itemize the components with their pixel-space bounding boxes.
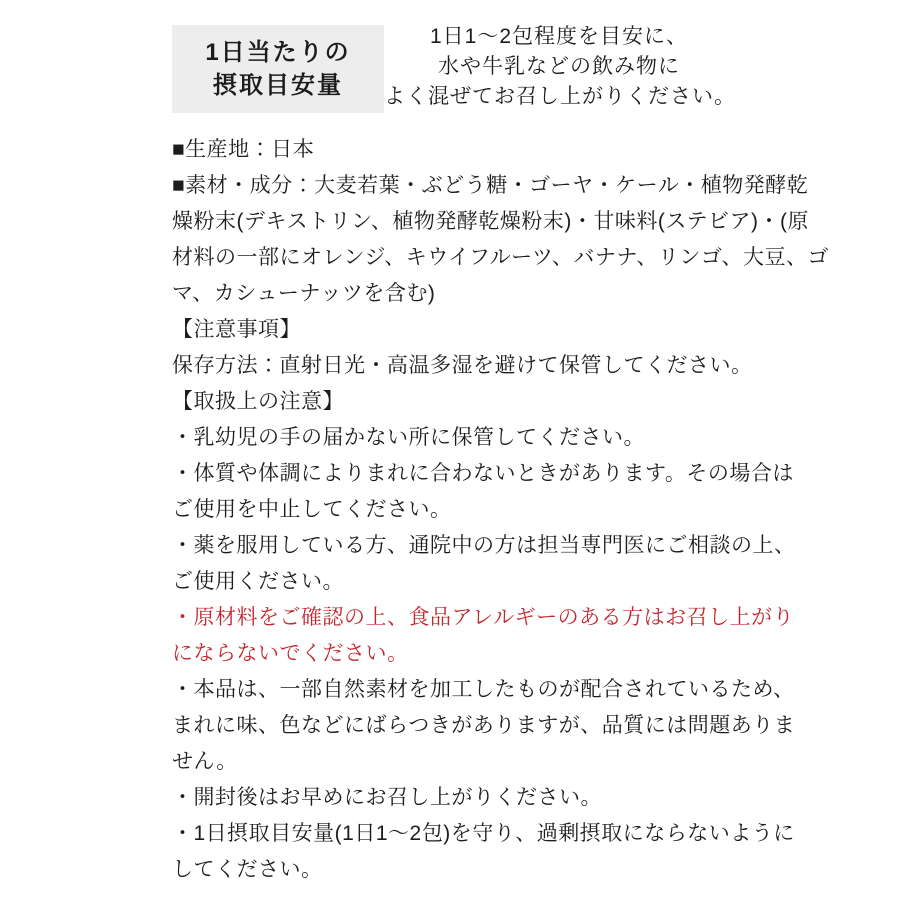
text-line: ■素材・成分：大麦若葉・ぶどう糖・ゴーヤ・ケール・植物発酵乾 xyxy=(172,174,809,197)
text-line: ご使用を中止してください。 xyxy=(172,498,452,521)
text-line: ・原材料をご確認の上、食品アレルギーのある方はお召し上がり xyxy=(172,606,795,629)
text-line: 【注意事項】 xyxy=(172,318,301,341)
text-line: ・本品は、一部自然素材を加工したものが配合されているため、 xyxy=(172,678,795,701)
text-line: せん。 xyxy=(172,750,238,773)
text-line: ・乳幼児の手の届かない所に保管してください。 xyxy=(172,426,645,449)
text-line: ・1日摂取目安量(1日1〜2包)を守り、過剰摂取にならないように xyxy=(172,822,795,845)
intake-guideline-label-line-1: 1日当たりの xyxy=(205,39,351,66)
text-line: 材料の一部にオレンジ、キウイフルーツ、バナナ、リンゴ、大豆、ゴ xyxy=(172,246,830,269)
usage-note-line-3: よく混ぜてお召し上がりください。 xyxy=(384,85,736,108)
intake-guideline-box xyxy=(172,25,384,113)
text-line: ご使用ください。 xyxy=(172,570,344,593)
text-line: してください。 xyxy=(172,858,323,881)
usage-note-line-1: 1日1〜2包程度を目安に、 xyxy=(429,25,689,48)
text-line: ・体質や体調によりまれに合わないときがあります。その場合は xyxy=(172,462,794,485)
text-line: ・薬を服用している方、通院中の方は担当専門医にご相談の上、 xyxy=(172,534,796,557)
usage-note-line-2: 水や牛乳などの飲み物に xyxy=(438,55,680,78)
text-line: まれに味、色などにばらつきがありますが、品質には問題ありま xyxy=(172,714,796,737)
text-line: 燥粉末(デキストリン、植物発酵乾燥粉末)・甘味料(ステビア)・(原 xyxy=(172,210,809,233)
text-line: ■生産地：日本 xyxy=(172,138,315,161)
text-line: ・開封後はお早めにお召し上がりください。 xyxy=(172,786,602,809)
intake-guideline-label-line-2: 摂取目安量 xyxy=(213,72,343,99)
text-line: 保存方法：直射日光・高温多湿を避けて保管してください。 xyxy=(172,354,753,377)
text-line: マ、カシューナッツを含む) xyxy=(172,282,436,305)
text-line: 【取扱上の注意】 xyxy=(172,390,344,413)
text-line: にならないでください。 xyxy=(172,642,409,665)
notes-body xyxy=(172,132,829,888)
usage-note xyxy=(384,22,734,112)
